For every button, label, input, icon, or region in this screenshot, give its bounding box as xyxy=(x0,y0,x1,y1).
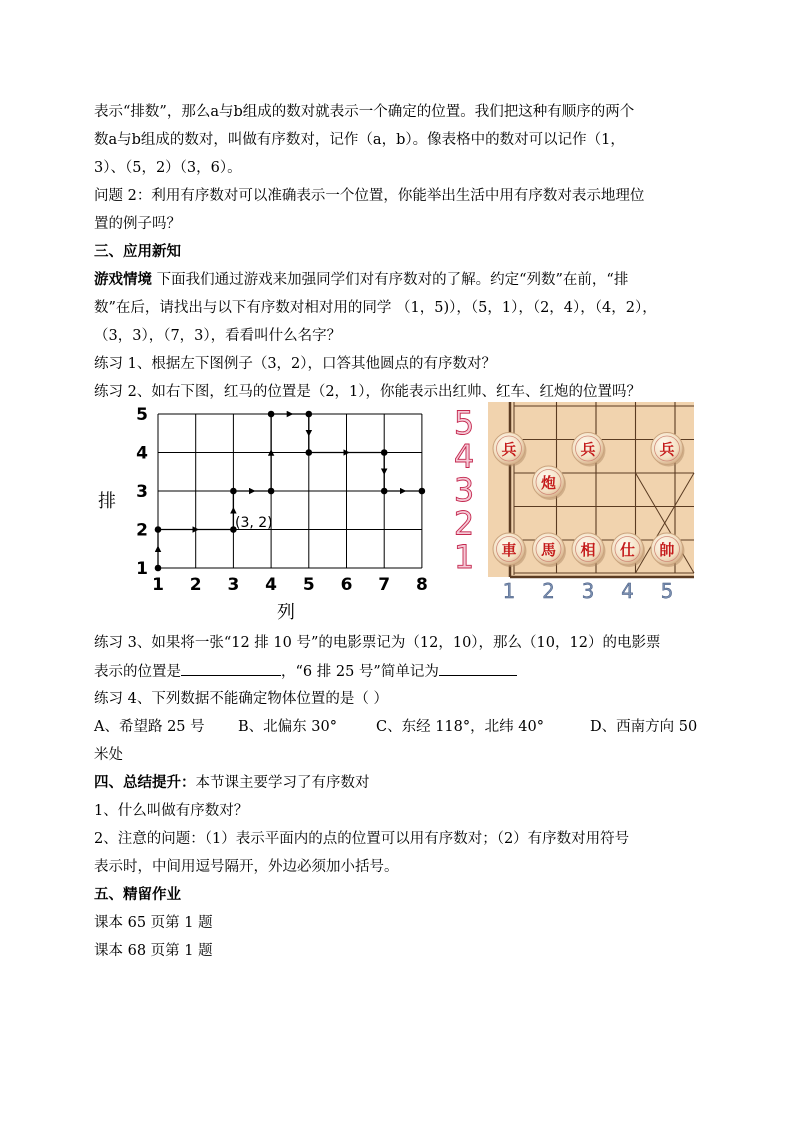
section4-text: 本节课主要学习了有序数对 xyxy=(195,775,370,791)
exercise2: 练习 2、如右下图，红马的位置是（2，1），你能表示出红帅、红车、红炮的位置吗？ xyxy=(94,384,642,400)
x-tick-label: 5 xyxy=(302,575,315,595)
chess-figure xyxy=(448,400,698,602)
path-point xyxy=(155,526,162,533)
game-label: 游戏情境 xyxy=(94,271,152,288)
y-axis-label: 排 xyxy=(98,491,116,512)
x-tick-label: 1 xyxy=(152,575,164,595)
x-tick-label: 7 xyxy=(378,575,391,595)
exercise4-question: 练习 4、下列数据不能确定物体位置的是（ ） xyxy=(94,691,388,707)
summary2-line1: 2、注意的问题：（1）表示平面内的点的位置可以用有序数对；（2）有序数对用符号 xyxy=(94,831,630,847)
svg-text:兵: 兵 xyxy=(659,440,675,459)
x-axis-label: 列 xyxy=(277,602,295,623)
option-d: D、西南方向 50 xyxy=(590,719,698,735)
chess-row-label: 4 xyxy=(453,437,475,476)
option-b: B、北偏东 30° xyxy=(238,719,337,735)
para1-line2: 数a与b组成的数对，叫做有序数对，记作（a，b）。像表格中的数对可以记作（1， xyxy=(94,132,625,148)
svg-text:相: 相 xyxy=(580,541,596,559)
exercise3-text-b: ，“6 排 25 号”简单记为 xyxy=(281,664,439,680)
path-point xyxy=(381,488,388,495)
svg-text:炮: 炮 xyxy=(540,474,557,492)
section3-title: 三、应用新知 xyxy=(94,243,181,260)
path-point xyxy=(306,411,313,418)
question2-line1: 问题 2：利用有序数对可以准确表示一个位置，你能举出生活中用有序数对表示地理位 xyxy=(94,188,645,204)
path-point xyxy=(419,488,426,495)
game-line3: （3，3），（7，3），看看叫什么名字？ xyxy=(94,328,342,344)
path-point xyxy=(230,488,237,495)
option-a: A、希望路 25 号 xyxy=(94,719,205,735)
chess-col-label: 5 xyxy=(660,579,674,602)
exercise3-line2 xyxy=(94,661,517,682)
x-tick-label: 2 xyxy=(189,575,202,595)
path-point xyxy=(306,449,313,456)
section4-line xyxy=(94,773,370,793)
path-point xyxy=(155,565,162,572)
svg-text:仕: 仕 xyxy=(619,541,636,559)
y-tick-label: 3 xyxy=(136,482,148,502)
y-tick-label: 1 xyxy=(136,559,148,579)
chess-row-label: 1 xyxy=(453,538,475,576)
option-d-cont: 米处 xyxy=(94,747,123,763)
chess-col-label: 2 xyxy=(542,579,555,602)
chess-row-label: 3 xyxy=(453,471,475,509)
para1-line3: 3）、（5，2）（3，6）。 xyxy=(94,160,242,176)
path-point xyxy=(268,488,275,495)
homework2: 课本 68 页第 1 题 xyxy=(94,943,213,959)
exercise3-text-a: 表示的位置是 xyxy=(94,664,181,680)
y-tick-label: 2 xyxy=(136,520,148,541)
path-point xyxy=(268,411,275,418)
exercise3-line1: 练习 3、如果将一张“12 排 10 号”的电影票记为（12，10），那么（10，12）的电影票 xyxy=(94,635,661,651)
question2-line2: 置的例子吗？ xyxy=(94,216,181,232)
homework1: 课本 65 页第 1 题 xyxy=(94,915,213,931)
section5-title: 五、精留作业 xyxy=(94,886,181,903)
x-tick-label: 3 xyxy=(227,575,240,595)
svg-text:兵: 兵 xyxy=(580,440,596,459)
point-label: (3, 2) xyxy=(235,515,273,531)
svg-text:車: 車 xyxy=(501,541,517,559)
y-tick-label: 4 xyxy=(136,443,148,464)
x-tick-label: 6 xyxy=(340,575,353,595)
chess-row-label: 5 xyxy=(453,404,475,442)
path-point xyxy=(381,449,388,456)
x-tick-label: 8 xyxy=(415,575,428,595)
game-line1 xyxy=(94,270,628,290)
game-line2: 数”在后，请找出与以下有序数对相对用的同学 （1，5)），（5，1），（2，4），（4，2）， xyxy=(94,300,657,316)
grid-figure xyxy=(94,400,434,625)
exercise1: 练习 1、根据左下图例子（3，2），口答其他圆点的有序数对？ xyxy=(94,356,497,372)
svg-text:兵: 兵 xyxy=(501,440,517,459)
para1-line1: 表示“排数”，那么a与b组成的数对就表示一个确定的位置。我们把这种有顺序的两个 xyxy=(94,104,635,120)
svg-text:帥: 帥 xyxy=(659,541,675,559)
summary2-line2: 表示时，中间用逗号隔开，外边必须加小括号。 xyxy=(94,859,399,875)
chess-col-label: 1 xyxy=(502,579,516,602)
chess-col-label: 4 xyxy=(621,579,634,602)
option-c: C、东经 118°，北纬 40° xyxy=(376,719,544,735)
game-text: 下面我们通过游戏来加强同学们对有序数对的了解。约定“列数”在前，“排 xyxy=(156,272,629,288)
answer-blank-2[interactable] xyxy=(439,661,517,676)
chess-col-label: 3 xyxy=(581,579,595,602)
x-tick-label: 4 xyxy=(265,575,278,595)
answer-blank-1[interactable] xyxy=(181,661,281,676)
section4-title: 四、总结提升： xyxy=(94,774,196,791)
y-tick-label: 5 xyxy=(136,405,148,425)
svg-text:馬: 馬 xyxy=(540,541,557,559)
chess-row-label: 2 xyxy=(453,504,475,543)
summary1: 1、什么叫做有序数对？ xyxy=(94,803,249,819)
